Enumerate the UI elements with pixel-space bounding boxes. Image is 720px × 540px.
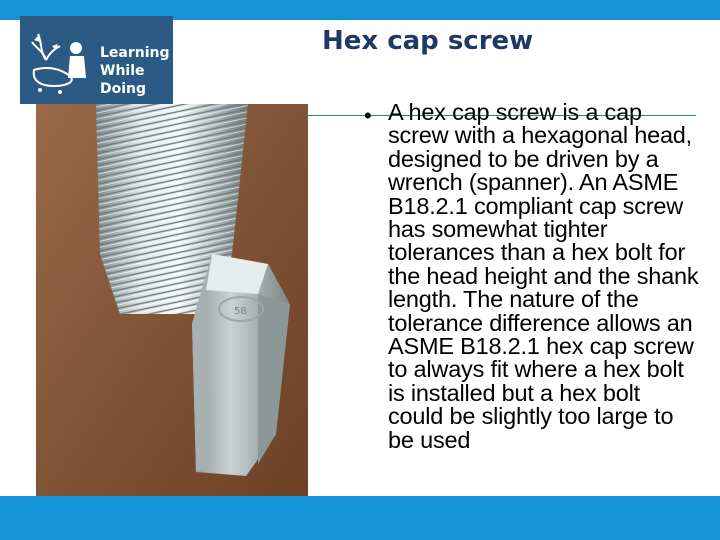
bullet-dot-icon: • (364, 103, 372, 128)
logo-word-while: While (100, 63, 145, 79)
child-with-plant-icon (26, 26, 98, 98)
bullet-content (362, 101, 702, 540)
slide-title: Hex cap screw (322, 26, 534, 56)
logo-word-learning: Learning (100, 45, 170, 61)
learning-while-doing-logo (20, 16, 173, 104)
bullet-text: A hex cap screw is a cap screw with a hexagonal head, designed to be driven by a wrench (spanner). An ASME B18.2.1 compliant cap screw has somewhat tighter tolerances than a hex bolt for the head height and the shank length. The nature of the tolerance difference allows an ASME B18.2.1 hex cap screw to always fit where a hex bolt is installed but a hex bolt could be slightly too large to be used (388, 101, 699, 453)
bottom-accent-bar (0, 496, 720, 540)
hex-cap-screw-photo (36, 104, 308, 508)
head-marking: 58 (234, 306, 247, 317)
logo-word-doing: Doing (100, 81, 147, 97)
